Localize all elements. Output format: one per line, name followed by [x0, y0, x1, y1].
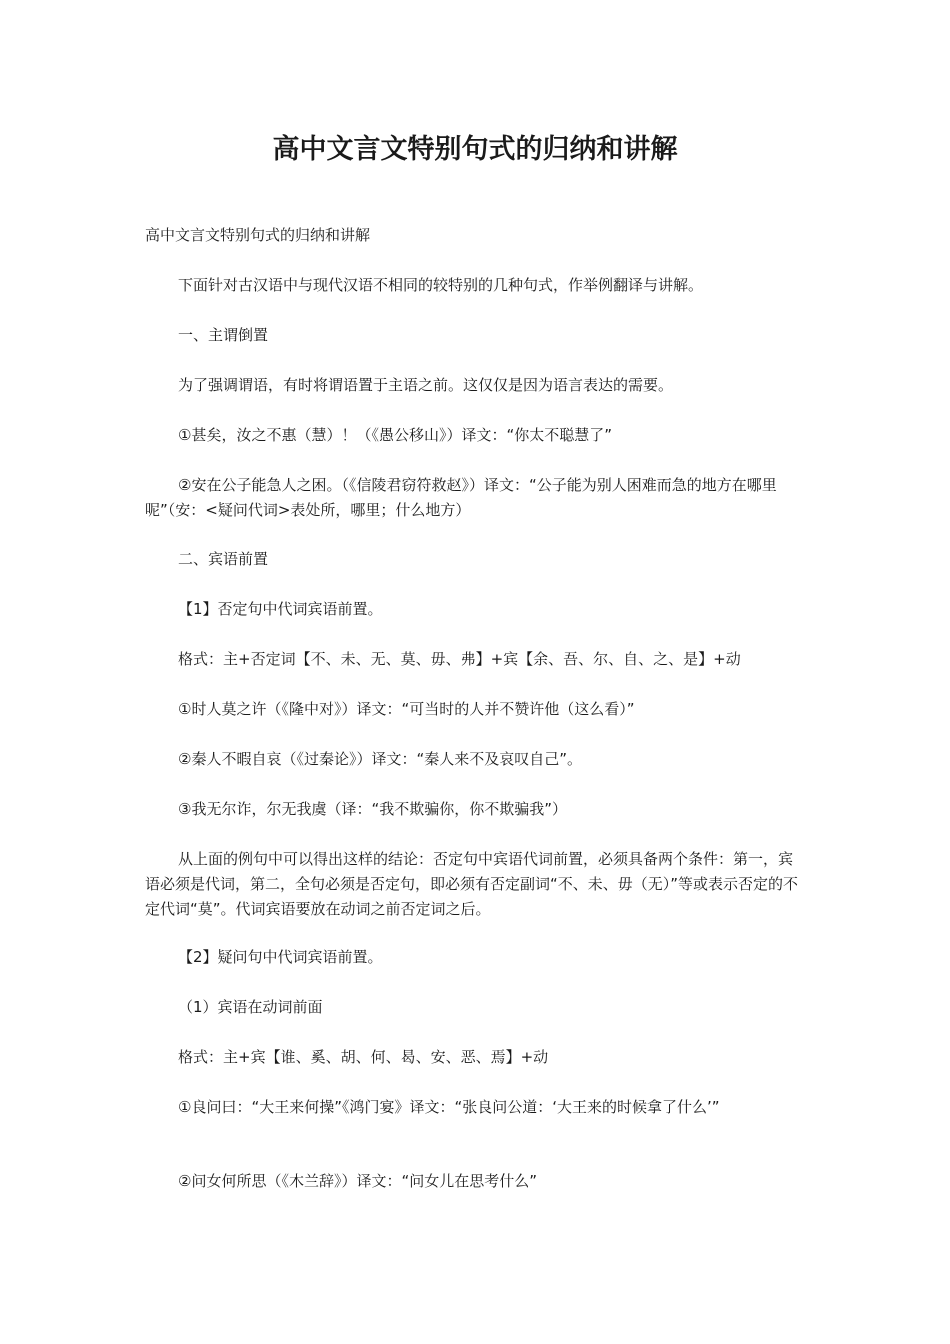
intro-paragraph: 下面针对古汉语中与现代汉语不相同的较特别的几种句式，作举例翻译与讲解。: [178, 276, 704, 294]
document-title: 高中文言文特别句式的归纳和讲解: [272, 134, 678, 165]
example-paragraph: ③我无尔诈，尔无我虞（译：“我不欺骗你，你不欺骗我”）: [178, 800, 567, 818]
example-paragraph: ②问女何所思（《木兰辞》）译文：“问女儿在思考什么”: [178, 1172, 537, 1190]
example-paragraph: ①时人莫之许（《隆中对》）译文：“可当时的人并不赞许他（这么看）”: [178, 700, 635, 718]
section-heading-object-preposing: 二、宾语前置: [178, 550, 269, 568]
subtitle-paragraph: 高中文言文特别句式的归纳和讲解: [145, 226, 371, 244]
example-paragraph: ①甚矣，汝之不惠（慧）！（《愚公移山》）译文：“你太不聪慧了”: [178, 426, 612, 444]
section-heading-subject-predicate-inversion: 一、主谓倒置: [178, 326, 269, 344]
subsection-heading: 【2】疑问句中代词宾语前置。: [178, 948, 383, 966]
format-paragraph: 格式：主+宾【谁、奚、胡、何、曷、安、恶、焉】+动: [178, 1048, 549, 1066]
body-paragraph: 为了强调谓语，有时将谓语置于主语之前。这仅仅是因为语言表达的需要。: [178, 376, 674, 394]
subsection-heading: （1）宾语在动词前面: [178, 998, 323, 1016]
subsection-heading: 【1】否定句中代词宾语前置。: [178, 600, 383, 618]
example-paragraph: ②秦人不暇自哀（《过秦论》）译文：“秦人来不及哀叹自己”。: [178, 750, 582, 768]
conclusion-paragraph: 从上面的例句中可以得出这样的结论：否定句中宾语代词前置，必须具备两个条件：第一，宾语必须是代词，第二，全句必须是否定句，即必须有否定副词“不、未、毋（无）”等或表示否定的不定代词“莫”。代词宾语要放在动词之前否定词之后。: [145, 850, 799, 918]
example-paragraph: ②安在公子能急人之困。（《信陵君窃符救赵》）译文：“公子能为别人困难而急的地方在哪里呢”（安：<疑问代词>表处所，哪里；什么地方）: [145, 476, 777, 519]
format-paragraph: 格式：主+否定词【不、未、无、莫、毋、弗】+宾【余、吾、尔、自、之、是】+动: [178, 650, 741, 668]
example-paragraph: ①良问曰：“大王来何操”《鸿门宴》译文：“张良问公道：‘大王来的时候拿了什么’”: [178, 1098, 720, 1116]
